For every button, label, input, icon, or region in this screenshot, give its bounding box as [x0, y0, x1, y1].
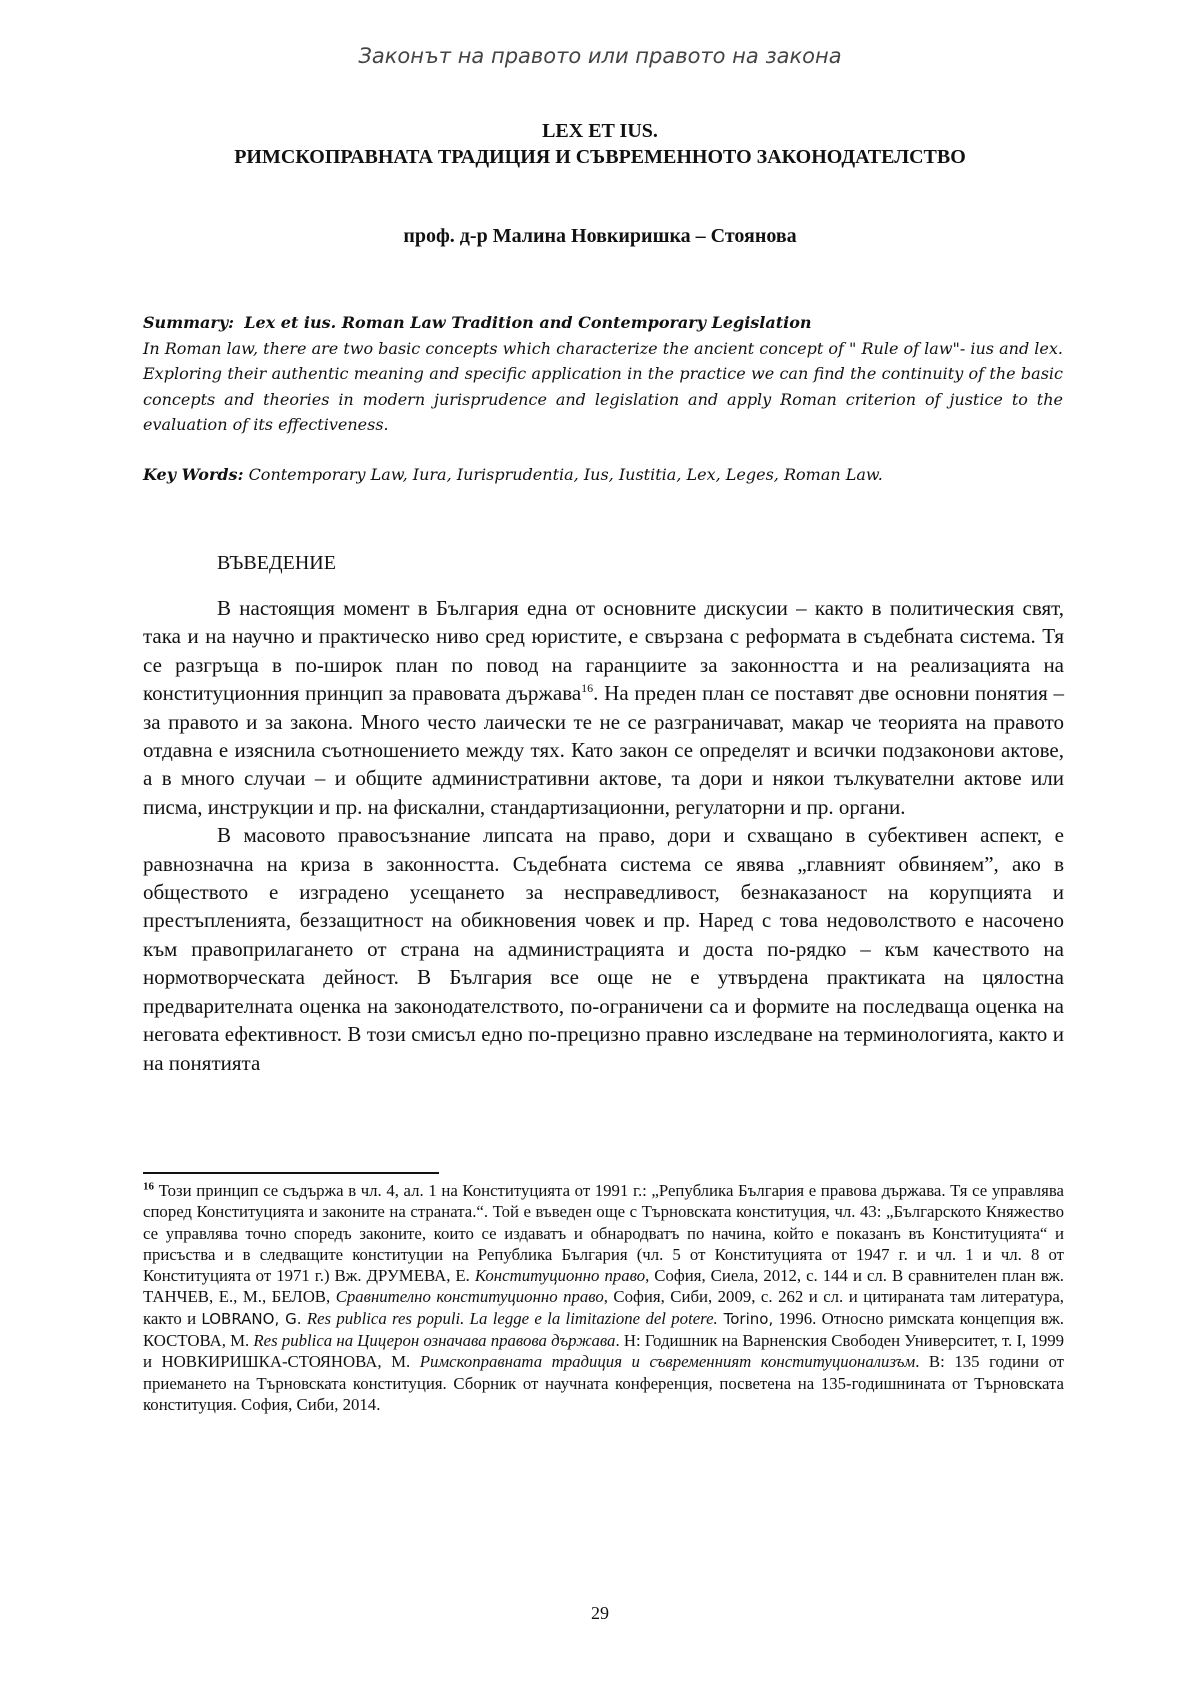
footnote-text: , София, Сиби, 2009, с. 262 и сл. и цитираната там литература, както и [143, 1287, 1064, 1328]
footnote-text: . Н: Годишник на Варненския Свободен Университет, т. I, 1999 и НОВКИРИШКА-СТОЯНОВА, М. [143, 1331, 1065, 1372]
footnote-number: 16 [143, 1180, 154, 1193]
footnote-citation-title: Конституционно право [474, 1266, 646, 1286]
paragraph-2: В масовото правосъзнание липсата на право, дори и схващано в субективен аспект, е равнозначна на криза в законността. Съдебната система се явява „главният обвиняем”, ако в обществото е изградено усещането за несправедливост, безнаказаност на корупцията и престъпленията, беззащитност на обикновения човек и пр. Наред с това недоволството е насочено към правоприлагането от страна на администрацията и доста по-рядко – към качеството на нормотворческата дейност. В България все още не е утвърдена практиката на цялостна предварителната оценка на законодателството, по-ограничени са и формите на последваща оценка на неговата ефективност. В този смисъл едно по-прецизно правно изследване на терминологията, както и на понятията [143, 823, 1064, 1075]
footnote-author-name: LOBRANO, G. [201, 1309, 302, 1328]
summary-heading [143, 310, 1063, 336]
footnote-text: , София, Сиела, 2012, с. 144 и сл. В сравнителен план вж. ТАНЧЕВ, Е., М., БЕЛОВ, [143, 1266, 1064, 1307]
page-number: 29 [591, 1603, 609, 1623]
paragraph-1 [143, 594, 1064, 821]
summary-block [143, 310, 1063, 438]
keywords-text: Contemporary Law, Iura, Iurisprudentia, Ius, Iustitia, Lex, Leges, Roman Law. [248, 465, 883, 484]
footnote-citation-title: Римскоправната традиция и съвременният конституционализъм [419, 1352, 916, 1372]
footnote-reference[interactable]: 16 [581, 681, 594, 696]
body-text [143, 594, 1064, 1077]
keywords-label: Key Words: [143, 465, 244, 484]
article-author: проф. д-р Малина Новкиришка – Стоянова [403, 225, 797, 247]
footnote-citation-title: Сравнително конституционно право [335, 1287, 604, 1307]
section-heading: ВЪВЕДЕНИЕ [217, 552, 336, 574]
summary-title: Lex et ius. Roman Law Tradition and Contemporary Legislation [244, 313, 812, 332]
footnote [143, 1180, 1064, 1415]
summary-text: In Roman law, there are two basic concepts which characterize the ancient concept of " Rule of law"- ius and lex. Exploring their authentic meaning and specific application in the practice we can find the continuity of the basic concepts and theories in modern jurisprudence and legislation and apply Roman criterion of justice to the evaluation of its effectiveness. [143, 338, 1063, 434]
paragraph-1-part-a: В настоящия момент в България една от основните дискусии – както в политическия свят, така и на научно и практическо ниво сред юристите, е свързана с реформата в съдебната система. Тя се разгръща в по-широк план по повод на гаранциите за законността и на реализацията на конституционния принцип за правовата държава [143, 596, 1064, 706]
footnote-text: Този принцип се съдържа в чл. 4, ал. 1 на Конституцията от 1991 г.: „Република България е правова държава. Тя се управлява според Конституцията и законите на страната.“. Той е въведен още с Търновската конституция, чл. 43: „Българското Княжество се управлява точно споредъ законите, които се издаватъ и обнародватъ по начина, който е показанъ въ Конституцията“ и присъства и в следващите конституции на Република България (чл. 5 от Конституцията от 1947 г. и чл. 1 и чл. 8 от Конституцията от 1971 г.) Вж. ДРУМЕВА, Е. [143, 1181, 1064, 1286]
paragraph-1-part-b: . На преден план се поставят две основни понятия – за правото и за закона. Много често лаически те не се разграничават, макар че теорията на правото отдавна е изяснила съотношението между тях. Като закон се определят и всички подзаконови актове, а в много случаи – и общите административни актове, та дори и някои тълкувателни актове или писма, инструкции и пр. на фискални, стандартизационни, регулаторни и пр. органи. [143, 681, 1064, 819]
footnote-separator [143, 1172, 439, 1174]
footnote-text: . В: 135 години от приемането на Търновската конституция. Сборник от научната конференция, посветена на 135-годишнината от Търновската конституция. София, Сиби, 2014. [143, 1352, 1064, 1414]
footnote-text: 1996. Относно римската концепция вж. КОСТОВА, М. [143, 1308, 1064, 1351]
article-title [100, 118, 1100, 170]
footnote-citation-title: Res publica на Цицерон означава правова държава [253, 1331, 616, 1351]
summary-label: Summary: [143, 313, 235, 332]
running-header: Законът на правото или правото на закона [358, 44, 842, 68]
footnote-place: Torino, [717, 1309, 774, 1328]
article-title-line-1: LEX ET IUS. [542, 120, 658, 142]
article-title-line-2: РИМСКОПРАВНАТА ТРАДИЦИЯ И СЪВРЕМЕННОТО ЗАКОНОДАТЕЛСТВО [234, 146, 966, 168]
keywords-block [143, 465, 1063, 484]
footnote-citation-title: Res publica res populi. La legge e la limitazione del potere. [301, 1308, 718, 1328]
